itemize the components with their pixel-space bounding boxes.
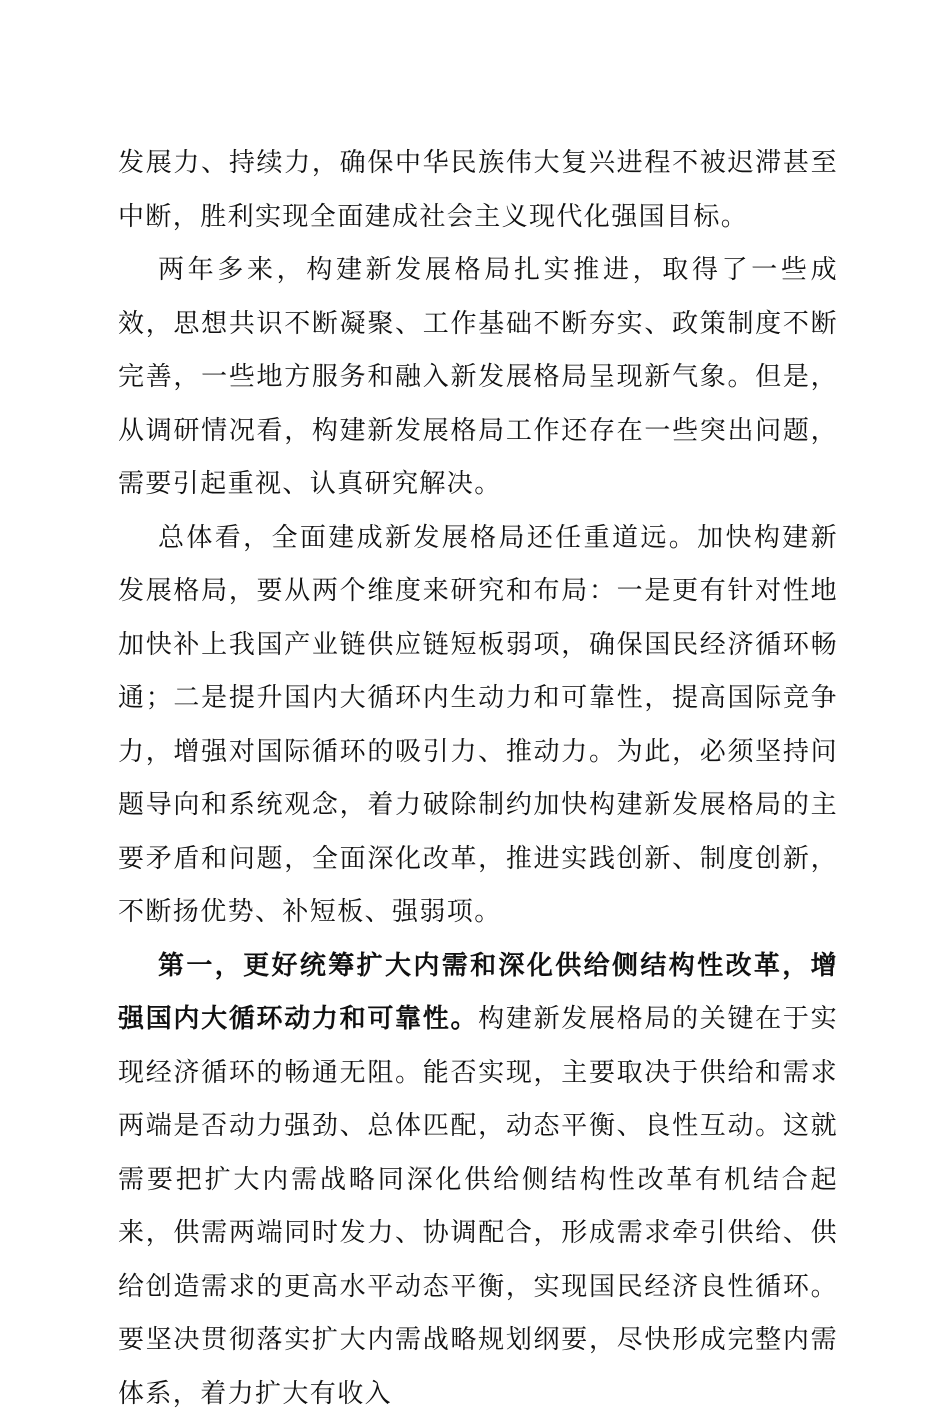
paragraph-3 xyxy=(118,512,838,940)
paragraph-1-text: 发展力、持续力，确保中华民族伟大复兴进程不被迟滞甚至中断，胜利实现全面建成社会主义现代化强国目标。 xyxy=(118,148,838,232)
paragraph-4-text: 构建新发展格局的关键在于实现经济循环的畅通无阻。能否实现，主要取决于供给和需求两端是否动力强劲、总体匹配，动态平衡、良性互动。这就需要把扩大内需战略同深化供给侧结构性改革有机结合起来，供需两端同时发力、协调配合，形成需求牵引供给、供给创造需求的更高水平动态平衡，实现国民经济良性循环。要坚决贯彻落实扩大内需战略规划纲要，尽快形成完整内需体系，着力扩大有收入 xyxy=(118,1004,838,1409)
document-body xyxy=(118,137,838,1421)
paragraph-2-text: 两年多来，构建新发展格局扎实推进，取得了一些成效，思想共识不断凝聚、工作基础不断夯实、政策制度不断完善，一些地方服务和融入新发展格局呈现新气象。但是，从调研情况看，构建新发展格局工作还存在一些突出问题，需要引起重视、认真研究解决。 xyxy=(118,255,838,499)
paragraph-2 xyxy=(118,244,838,512)
paragraph-1 xyxy=(118,137,838,244)
paragraph-4 xyxy=(118,940,838,1421)
paragraph-3-text: 总体看，全面建成新发展格局还任重道远。加快构建新发展格局，要从两个维度来研究和布局：一是更有针对性地加快补上我国产业链供应链短板弱项，确保国民经济循环畅通；二是提升国内大循环内生动力和可靠性，提高国际竞争力，增强对国际循环的吸引力、推动力。为此，必须坚持问题导向和系统观念，着力破除制约加快构建新发展格局的主要矛盾和问题，全面深化改革，推进实践创新、制度创新，不断扬优势、补短板、强弱项。 xyxy=(118,523,838,928)
paragraph-4-heading: 第一，更好统筹扩大内需和深化供给侧结构性改革，增强国内大循环动力和可靠性。 xyxy=(118,951,838,1035)
